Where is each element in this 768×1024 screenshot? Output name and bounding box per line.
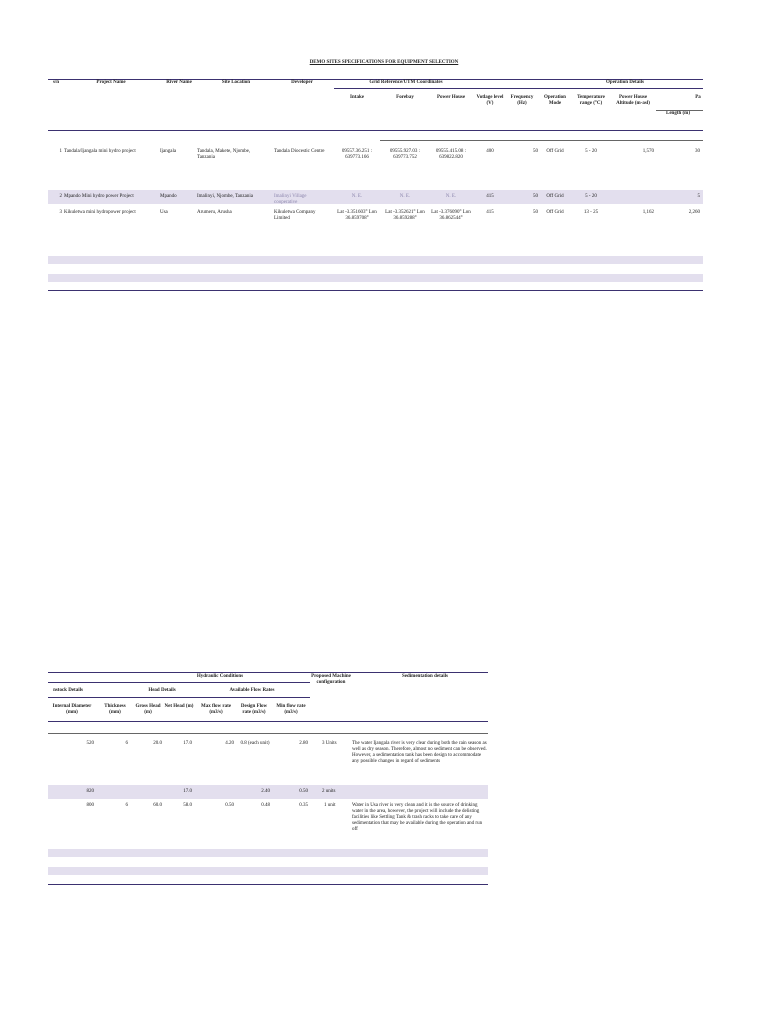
- row3-altitude: 1,162: [642, 210, 654, 215]
- row2-site-location: Imalinyi, Njombe, Tanzania: [197, 194, 253, 199]
- header-power-house: Power House: [436, 95, 466, 100]
- header-developer: Developer: [291, 80, 313, 85]
- header-net-head: Net Head (m): [164, 704, 194, 709]
- b-row3-net-head: 58.0: [183, 803, 192, 808]
- row3-operation-mode: Off Grid: [546, 210, 564, 215]
- header-intake: Intake: [350, 95, 364, 100]
- empty-band-2: [48, 274, 703, 282]
- header-pa: Pa: [695, 95, 701, 100]
- row2-sn: 2: [59, 194, 62, 199]
- top-header-bottom-rule-2: [380, 140, 703, 141]
- row1-frequency: 50: [533, 149, 538, 154]
- row1-altitude: 1,570: [642, 149, 654, 154]
- row2-voltage: 415: [486, 194, 494, 199]
- header-forebay: Forebay: [396, 95, 414, 100]
- row1-power-house: 09555.415.08 : 639822.820: [435, 149, 467, 160]
- b-row2-net-head: 17.0: [183, 789, 192, 794]
- b-row3-machines: 1 unit: [324, 803, 336, 808]
- bottom-subheader-rule-2: [48, 697, 310, 698]
- b-row2-internal-diameter: 820: [86, 789, 94, 794]
- b-row3-max-flow: 0.50: [225, 803, 234, 808]
- b-row1-internal-diameter: 520: [86, 741, 94, 746]
- b-row3-thickness: 6: [125, 803, 128, 808]
- row1-river-name: Ijangala: [160, 149, 177, 154]
- row2-project-name: Mpando Mini hydro power Project: [64, 194, 134, 199]
- b-row1-sediment: The water Ijangala river is very clear during both the rain season as well as dry season. Therefore, almost no sediment can be observed. However, a sedimentation tank has been design to accommodate any possible changes in regard of sediments: [352, 741, 487, 764]
- bottom-table-bottom-rule: [48, 884, 488, 885]
- header-penstock-details: nstock Details: [53, 688, 83, 693]
- row3-developer: Kikuletwa Company Limited: [274, 210, 316, 221]
- b-row3-internal-diameter: 800: [86, 803, 94, 808]
- header-proposed-machine: Proposed Machine configuration: [311, 674, 351, 685]
- row1-length: 30: [695, 149, 700, 154]
- header-operation-mode: Operation Mode: [544, 95, 566, 106]
- top-subheader-rule: [334, 88, 703, 89]
- bottom-subheader-rule: [48, 682, 310, 683]
- row3-frequency: 50: [533, 210, 538, 215]
- b-row3-min-flow: 0.35: [299, 803, 308, 808]
- header-max-flow: Max flow rate (m3/s): [201, 704, 231, 715]
- header-head-details: Head Details: [148, 688, 176, 693]
- header-voltage: Votlage level (V): [476, 95, 504, 106]
- b-row2-min-flow: 0.50: [299, 789, 308, 794]
- row3-length: 2,260: [688, 210, 700, 215]
- header-grid-reference: Grid Reference/UTM Coordinates: [369, 80, 443, 85]
- bottom-empty-band-2: [48, 867, 488, 875]
- header-operation-details: Operation Details: [606, 80, 644, 85]
- header-thickness: Thickness (mm): [104, 704, 126, 715]
- header-internal-diameter: Internal Diameter (mm): [52, 704, 92, 715]
- row3-site-location: Arumeru, Arusha: [197, 210, 232, 215]
- row3-temperature: 13 - 25: [583, 210, 599, 215]
- header-sedimentation: Sedimentation details: [402, 674, 448, 679]
- header-design-flow: Design Flow rate (m3/s): [240, 704, 268, 715]
- row3-voltage: 415: [486, 210, 494, 215]
- b-row3-gross-head: 60.0: [153, 803, 162, 808]
- row2-frequency: 50: [533, 194, 538, 199]
- header-frequency: Frequency (Hz): [510, 95, 534, 106]
- row1-site-location: Tandala, Makete, Njombe, Tanzania: [197, 149, 251, 160]
- top-length-rule: [656, 110, 703, 111]
- b-row1-net-head: 17.0: [183, 741, 192, 746]
- bottom-empty-band-1: [48, 849, 488, 857]
- row2-operation-mode: Off Grid: [546, 194, 564, 199]
- header-min-flow: Min flow rate (m3/s): [276, 704, 306, 715]
- row1-voltage: 400: [486, 149, 494, 154]
- header-flow-rates: Available Flow Rates: [229, 688, 275, 693]
- row2-temperature: 5 - 20: [585, 194, 597, 199]
- header-temperature: Temperature range (°C): [577, 95, 605, 106]
- row1-sn: 1: [59, 149, 62, 154]
- row1-developer: Tandala Diocestic Centre: [274, 149, 325, 154]
- row3-river-name: Usa: [160, 210, 168, 215]
- row1-temperature: 5 - 20: [585, 149, 597, 154]
- header-gross-head: Gross Head (m): [135, 704, 161, 715]
- b-row1-thickness: 6: [125, 741, 128, 746]
- row2-forebay: N. E.: [399, 194, 411, 199]
- empty-band-1: [48, 256, 703, 264]
- bottom-header-bottom-rule: [48, 721, 488, 722]
- row3-sn: 3: [59, 210, 62, 215]
- top-header-bottom-rule: [48, 130, 703, 131]
- bottom-header-bottom-rule-2: [48, 733, 488, 734]
- b-row2-machines: 2 units: [322, 789, 336, 794]
- row3-forebay: Lat -3.352621° Lon 36.859288°: [385, 210, 425, 221]
- b-row1-min-flow: 2.80: [299, 741, 308, 746]
- row2-length: 5: [697, 194, 700, 199]
- row2-power-house: N. E.: [445, 194, 457, 199]
- b-row3-sediment: Water in Usa river is very clean and it is the source of drinking water in the area, however, the project will include the delisting facilities like Settling Tank & trash racks to take care of any sedimentation that may be available during the operation and run off: [352, 803, 483, 832]
- header-altitude: Power House Altitude (m-asl): [616, 95, 650, 106]
- bottom-header-rule: [48, 672, 488, 673]
- row1-project-name: Tandala/Ijangala mini hydro project: [64, 149, 136, 154]
- b-row1-gross-head: 20.0: [153, 741, 162, 746]
- row1-intake: 09557.36.251 : 639773.166: [341, 149, 373, 160]
- document-title: DEMO SITES SPECIFICATIONS FOR EQUIPMENT SELECTION: [309, 60, 459, 65]
- row2-river-name: Mpando: [160, 194, 177, 199]
- b-row1-design-flow: 0.8 (each unit): [240, 741, 270, 746]
- header-site-location: Site Location: [221, 80, 251, 85]
- header-hydraulic-conditions: Hydraulic Conditions: [196, 674, 244, 679]
- header-length: Length (m): [665, 111, 691, 116]
- top-table-bottom-rule: [48, 290, 703, 291]
- b-row3-design-flow: 0.48: [261, 803, 270, 808]
- b-row1-machines: 3 Units: [322, 741, 337, 746]
- header-project-name: Project Name: [96, 80, 126, 85]
- row3-power-house: Lat -3.376090° Lon 36.862544°: [431, 210, 471, 221]
- row3-intake: Lat -3.351603° Lon 36.859708°: [337, 210, 377, 221]
- row2-intake: N. E.: [351, 194, 363, 199]
- header-river-name: River Name: [166, 80, 192, 85]
- row3-project-name: Kikuletwa mini hydropower project: [64, 210, 136, 215]
- header-sn: s/n: [52, 80, 60, 85]
- b-row2-design-flow: 2.40: [261, 789, 270, 794]
- b-row1-max-flow: 4.20: [225, 741, 234, 746]
- row2-developer: Imalinyi Village cooperative: [274, 194, 307, 205]
- row1-operation-mode: Off Grid: [546, 149, 564, 154]
- row1-forebay: 09555.927.03 : 639773.752: [389, 149, 421, 160]
